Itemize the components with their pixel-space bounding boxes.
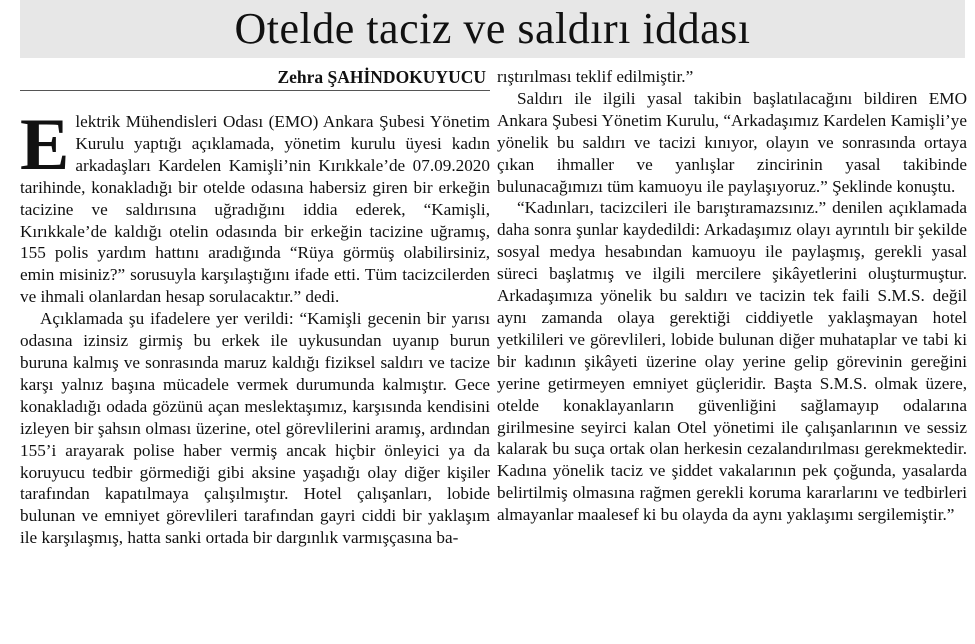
article-paragraph-4: “Kadınları, tacizcileri ile barıştıramazsınız.” denilen açıklamada daha sonra şunlar kaydedildi: Arkadaşımız olayı ayrıntılı bir şekilde sosyal medya hesabından kamuoyu ile paylaşmış, gerekli yasal süreci başlatmış ve ilgili mercilere şikâyetlerini oluşturmuştur. Arkadaşımıza yönelik bu saldırı ve tacizin tek faili S.M.S. değil aynı zamanda olaya gerektiği ciddiyetle yaklaşmayan hotel yetkilileri ve görevlileri, lobide bulunan diğer muhataplar ve tabi ki bir kadının şikâyeti üzerine olay yerine gelip görevinin gereğini yerine getirmeyen emniyet güçleridir. Başta S.M.S. olmak üzere, otelde konaklayanların güvenliğini sağlamayıp odalarına girilmesine seyirci kalan Otel yönetimi ile çalışanlarının ve sessiz kalarak bu suça ortak olan herkesin cezalandırılması gerekmektedir. Kadına yönelik taciz ve şiddet vakalarının pek çoğunda, yasalarda belirtilmiş olmasına rağmen gerekli koruma kararlarını ve tedbirleri almayanlar maalesef ki bu olayda da aynı yaklaşımı sergilemiştir.” [497, 198, 967, 525]
author-byline: Zehra ŞAHİNDOKUYUCU [20, 66, 490, 91]
article-paragraph-2: Açıklamada şu ifadelere yer verildi: “Kamişli gecenin bir yarısı odasına izinsiz girmiş bu erkek ile uykusundan uyanıp burun buruna kalmış ve sonrasında maruz kaldığı fiziksel saldırı ve tacize karşı yalnız başına mücadele vermek durumunda kalmıştır. Gece konakladığı odada gözünü açan meslektaşımız, karşısında kendisini izleyen bir şahsın olması üzerine, otel görevlilerini aramış, ardından 155’i arayarak polise haber vermiş ancak hiçbir önleyici ya da koruyucu tedbir görmediği gibi aksine yaşadığı olay diğer kişiler tarafından kapatılmaya çalışılmıştır. Hotel çalışanları, lobide bulunan ve emniyet görevlileri tarafından gayri ciddi bir yaklaşım ile karşılaşmış, hatta sanki ortada bir dargınlık varmışçasına ba- [20, 309, 490, 548]
drop-cap: E [20, 104, 70, 186]
article-paragraph-1-text: lektrik Mühendisleri Odası (EMO) Ankara Şubesi Yönetim Kurulu yaptığı açıklamada, yönetim kurulu üyesi kadın arkadaşları Kardelen Kamişli’nin Kırıkkale’de 07.09.2020 tarihinde, konakladığı bir otelde odasına habersiz giren bir erkeğin tacizine ve saldırısına uğradığını iddia ederek, “Kamişli, Kırıkkale’de kaldığı otelin odasında bir erkeğin tacizine uğramış, 155 polis yardım hattını aradığında “Rüya görmüş olabilirsiniz, emin misiniz?” sorusuyla karşılaştığını ifade etti. Tüm tacizcilerden ve ihmali olanlardan hesap sorulacaktır.” dedi. [20, 112, 490, 307]
article-paragraph-continuation: rıştırılması teklif edilmiştir.” [497, 67, 694, 86]
headline: Otelde taciz ve saldırı iddası [234, 4, 751, 53]
left-column [20, 66, 490, 549]
right-column [497, 66, 967, 526]
article-paragraph-3: Saldırı ile ilgili yasal takibin başlatılacağını bildiren EMO Ankara Şubesi Yönetim Kurulu, “Arkadaşımız Kardelen Kamişli’ye yönelik bu saldırı ve tacizi kınıyor, olayın ve sonrasında ortaya çıkan ihmaller ve yanlışlar zincirinin yasal takibinde bulunacağımızı tüm kamuoyu ile paylaşıyoruz.” Şeklinde konuştu. [497, 88, 967, 196]
article-paragraph-1 [20, 104, 490, 308]
